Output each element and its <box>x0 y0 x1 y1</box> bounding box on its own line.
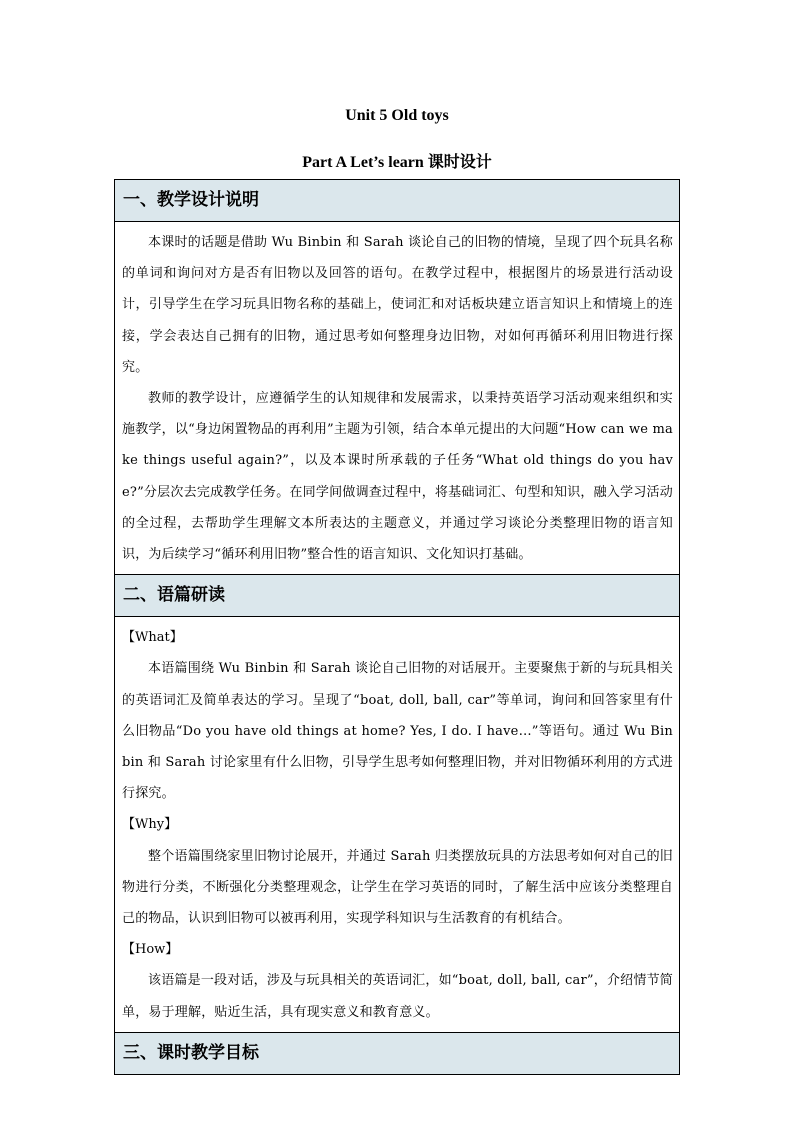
section-body-text-analysis <box>115 617 679 1032</box>
why-label: 【Why】 <box>122 817 178 833</box>
document-subtitle: Part A Let’s learn 课时设计 <box>302 154 492 171</box>
section-body-design-notes <box>115 222 679 574</box>
how-label: 【How】 <box>122 942 179 958</box>
section-heading-design-notes: 一、教学设计说明 <box>115 180 679 222</box>
why-paragraph: 整个语篇围绕家里旧物讨论展开，并通过 Sarah 归类摆放玩具的方法思考如何对自己的旧物进行分类，不断强化分类整理观念，让学生在学习英语的同时，了解生活中应该分类整理自己的物品，认识到旧物可以被再利用，实现学科知识与生活教育的有机结合。 <box>122 848 673 927</box>
paragraph: 本课时的话题是借助 Wu Binbin 和 Sarah 谈论自己的旧物的情境，呈现了四个玩具名称的单词和询问对方是否有旧物以及回答的语句。在教学过程中，根据图片的场景进行活动设计，引导学生在学习玩具旧物名称的基础上，使词汇和对话板块建立语言知识上和情境上的连接，学会表达自己拥有的旧物，通过思考如何整理身边旧物，对如何再循环利用旧物进行探究。 <box>122 235 673 375</box>
how-paragraph: 该语篇是一段对话，涉及与玩具相关的英语词汇，如“boat, doll, ball, car”，介绍情节简单，易于理解，贴近生活，具有现实意义和教育意义。 <box>122 973 673 1020</box>
what-label: 【What】 <box>122 630 183 646</box>
lesson-design-table <box>114 179 680 1075</box>
section-heading-text-analysis: 二、语篇研读 <box>115 574 679 617</box>
section-heading-objectives: 三、课时教学目标 <box>115 1032 679 1074</box>
paragraph: 教师的教学设计，应遵循学生的认知规律和发展需求，以秉持英语学习活动观来组织和实施教学，以“身边闲置物品的再利用”主题为引领，结合本单元提出的大问题“How can we make things useful again?”，以及本课时所承载的子任务“What old things do you have?”分层次去完成教学任务。在同学间做调查过程中，将基础词汇、句型和知识，融入学习活动的全过程，去帮助学生理解文本所表达的主题意义，并通过学习谈论分类整理旧物的语言知识，为后续学习“循环利用旧物”整合性的语言知识、文化知识打基础。 <box>122 391 673 563</box>
document-title: Unit 5 Old toys <box>345 107 449 124</box>
what-paragraph: 本语篇围绕 Wu Binbin 和 Sarah 谈论自己旧物的对话展开。主要聚焦于新的与玩具相关的英语词汇及简单表达的学习。呈现了“boat, doll, ball, car”等单词，询问和回答家里有什么旧物品“Do you have old things at home? Yes, I do. I have…”等语句。通过 Wu Binbin 和 Sarah 讨论家里有什么旧物，引导学生思考如何整理旧物，并对旧物循环利用的方式进行探究。 <box>122 661 673 802</box>
